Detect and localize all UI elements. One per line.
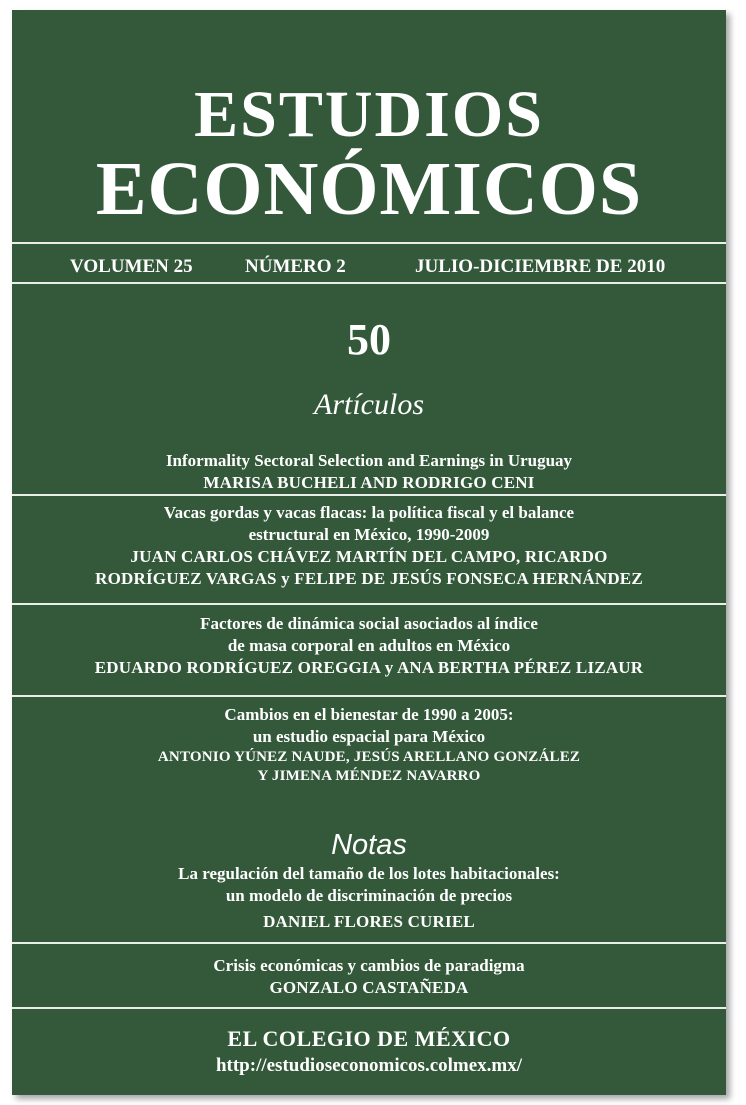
article-author: MARISA BUCHELI AND RODRIGO CENI xyxy=(203,473,535,492)
article-author: Y JIMENA MÉNDEZ NAVARRO xyxy=(257,768,481,784)
note-title: La regulación del tamaño de los lotes habitacionales: xyxy=(178,864,560,883)
article-author: EDUARDO RODRÍGUEZ OREGGIA y ANA BERTHA PÉREZ LIZAUR xyxy=(94,658,644,677)
article-entry xyxy=(12,450,726,494)
article-entry xyxy=(12,502,726,590)
journal-cover xyxy=(12,10,726,1095)
journal-title-line2: ECONÓMICOS xyxy=(95,147,643,231)
divider xyxy=(12,494,726,496)
article-title: un estudio espacial para México xyxy=(252,727,486,746)
divider xyxy=(12,603,726,605)
note-author: GONZALO CASTAÑEDA xyxy=(269,978,469,997)
divider xyxy=(12,282,726,284)
article-entry xyxy=(12,704,726,786)
volume-label: VOLUMEN 25 xyxy=(70,256,193,277)
journal-url[interactable]: http://estudioseconomicos.colmex.mx/ xyxy=(215,1055,523,1076)
article-title: Factores de dinámica social asociados al índice xyxy=(200,614,538,633)
article-title: de masa corporal en adultos en México xyxy=(227,636,511,655)
divider xyxy=(12,1007,726,1009)
article-entry xyxy=(12,613,726,679)
divider xyxy=(12,242,726,244)
article-title: estructural en México, 1990-2009 xyxy=(248,525,490,544)
note-entry xyxy=(12,863,726,933)
note-author: DANIEL FLORES CURIEL xyxy=(263,912,475,931)
note-entry xyxy=(12,955,726,999)
number-label: NÚMERO 2 xyxy=(245,256,346,277)
notes-heading: Notas xyxy=(331,829,407,861)
journal-title-line1: ESTUDIOS xyxy=(194,78,544,151)
article-author: ANTONIO YÚNEZ NAUDE, JESÚS ARELLANO GONZÁLEZ xyxy=(157,749,581,765)
issue-number: 50 xyxy=(347,315,391,364)
period-label: JULIO-DICIEMBRE DE 2010 xyxy=(415,256,666,277)
divider xyxy=(12,942,726,944)
article-title: Vacas gordas y vacas flacas: la política fiscal y el balance xyxy=(163,503,575,522)
note-title: un modelo de discriminación de precios xyxy=(225,886,513,905)
divider xyxy=(12,695,726,697)
article-title: Informality Sectoral Selection and Earnings in Uruguay xyxy=(165,451,573,470)
note-title: Crisis económicas y cambios de paradigma xyxy=(213,956,525,975)
publisher-name: EL COLEGIO DE MÉXICO xyxy=(227,1026,511,1051)
article-author: RODRÍGUEZ VARGAS y FELIPE DE JESÚS FONSECA HERNÁNDEZ xyxy=(95,569,643,588)
article-title: Cambios en el bienestar de 1990 a 2005: xyxy=(224,705,514,724)
articles-heading: Artículos xyxy=(314,388,424,421)
article-author: JUAN CARLOS CHÁVEZ MARTÍN DEL CAMPO, RICARDO xyxy=(130,547,608,566)
